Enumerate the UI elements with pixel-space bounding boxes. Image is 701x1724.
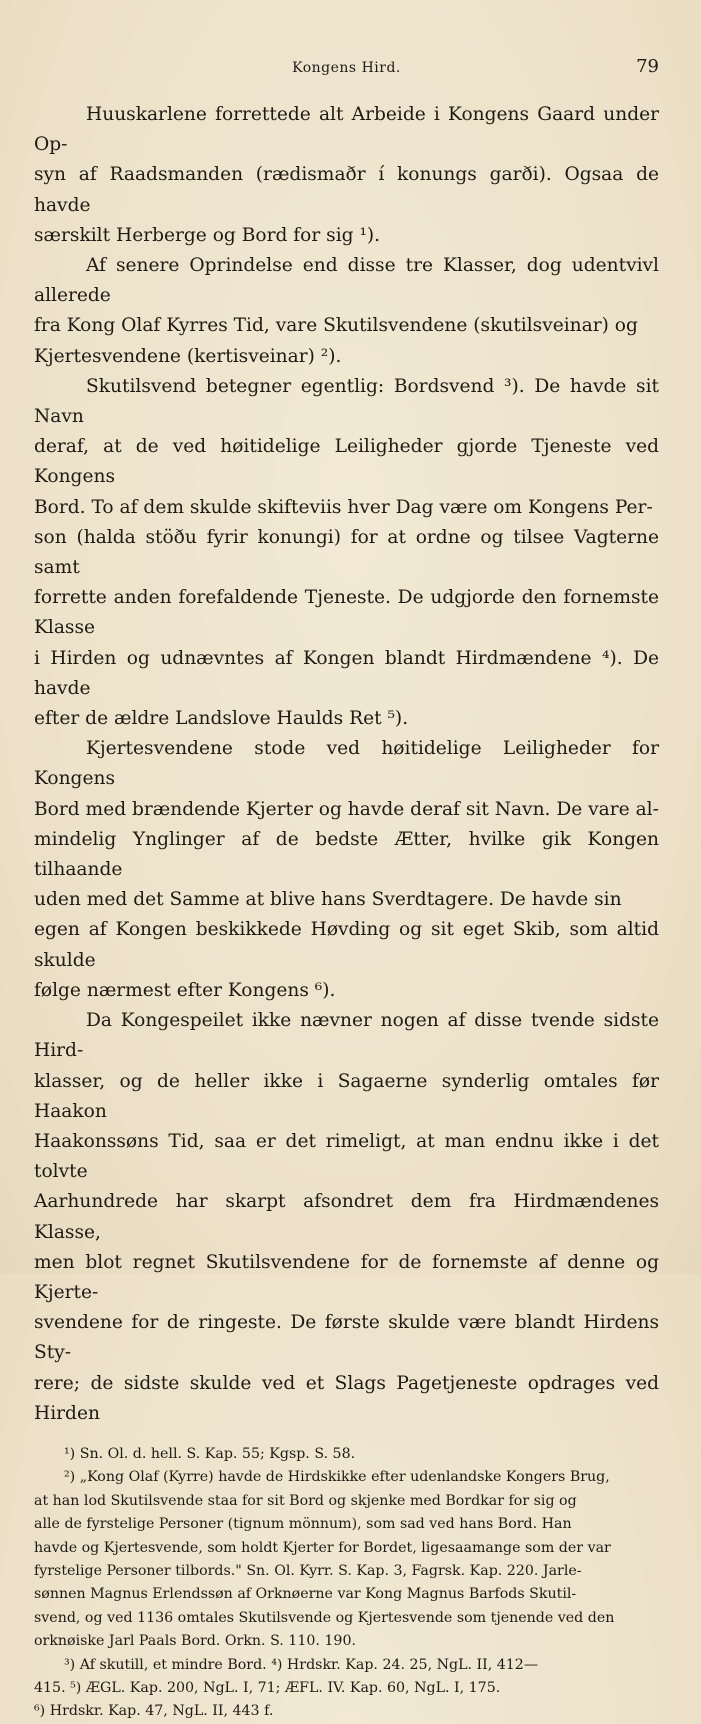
page-number: 79: [636, 56, 659, 77]
footnote-1: ¹) Sn. Ol. d. hell. S. Kap. 55; Kgsp. S. 58.: [64, 1445, 356, 1462]
book-page: [34, 56, 659, 1720]
paragraph-kongespeilet: Da Kongespeilet ikke nævner nogen af disse tvende sidste Hird- klasser, og de heller ikke i Sagaerne synderlig omtales før Haakon Haakonssøns Tid, saa er det rimeligt, at man endnu ikke i det tolvte Aarhundrede har skarpt afsondret dem fra Hirdmændenes Klasse, men blot regnet Skutilsvendene for de fornemste af denne og Kjerte- svendene for de ringeste. De første skulde være blandt Hirdens Sty- rere; de sidste skulde ved et Slags Pagetjeneste opdrages ved Hirden: [34, 1010, 659, 1424]
paragraph-oprindelse: Af senere Oprindelse end disse tre Klasser, dog udentvivl allerede fra Kong Olaf Kyrres Tid, vare Skutilsvendene (skutilsveinar) og Kjertesvendene (kertisveinar) ²).: [34, 255, 659, 367]
paragraph-skutilsvend: Skutilsvend betegner egentlig: Bordsvend ³). De havde sit Navn deraf, at de ved høitidelige Leiligheder gjorde Tjeneste ved Kongens Bord. To af dem skulde skifteviis hver Dag være om Kongens Per- son (halda stöðu fyrir konungi) for at ordne og tilsee Vagterne samt forrette anden forefaldende Tjeneste. De udgjorde den fornemste Klasse i Hirden og udnævntes af Kongen blandt Hirdmændene ⁴). De havde efter de ældre Landslove Haulds Ret ⁵).: [34, 375, 659, 730]
paragraph-kjertesvendene: Kjertesvendene stode ved høitidelige Leiligheder for Kongens Bord med brændende Kjerter og havde deraf sit Navn. De vare al- mindelig Ynglinger af de bedste Ætter, hvilke gik Kongen tilhaande uden med det Samme at blive hans Sverdtagere. De havde sin egen af Kongen beskikkede Høvding og sit eget Skib, som altid skulde følge nærmest efter Kongens ⁶).: [34, 738, 659, 1001]
footnote-2: ²) „Kong Olaf (Kyrre) havde de Hirdskikke efter udenlandske Kongers Brug, at han lod Skutilsvende staa for sit Bord og skjenke med Bordkar for sig og alle de fyrstelige Personer (tignum mönnum), som sad ved hans Bord. Han havde og Kjertesvende, som holdt Kjerter for Bordet, ligesaamange som der var fyrstelige Personer tilbords." Sn. Ol. Kyrr. S. Kap. 3, Fagrsk. Kap. 220. Jarle- sønnen Magnus Erlendssøn af Orknøerne var Kong Magnus Barfods Skutil- svend, og ved 1136 omtales Skutilsvende og Kjertesvende som tjenende ved den orknøiske Jarl Paals Bord. Orkn. S. 110. 190.: [34, 1469, 615, 1650]
paragraph-huuskarlene: Huuskarlene forrettede alt Arbeide i Kongens Gaard under Op- syn af Raadsmanden (rædismaðr í konungs garði). Ogsaa de havde særskilt Herberge og Bord for sig ¹).: [34, 104, 659, 246]
running-title: Kongens Hird.: [292, 60, 401, 76]
footnote-3-6: ³) Af skutill, et mindre Bord. ⁴) Hrdskr. Kap. 24. 25, NgL. II, 412— 415. ⁵) ÆGL. Kap. 200, NgL. I, 71; ÆFL. IV. Kap. 60, NgL. I, 175. ⁶) Hrdskr. Kap. 47, NgL. II, 443 f.: [34, 1656, 539, 1720]
running-head: [34, 56, 659, 86]
footnotes: [34, 1443, 659, 1724]
body-text: [34, 100, 659, 1429]
